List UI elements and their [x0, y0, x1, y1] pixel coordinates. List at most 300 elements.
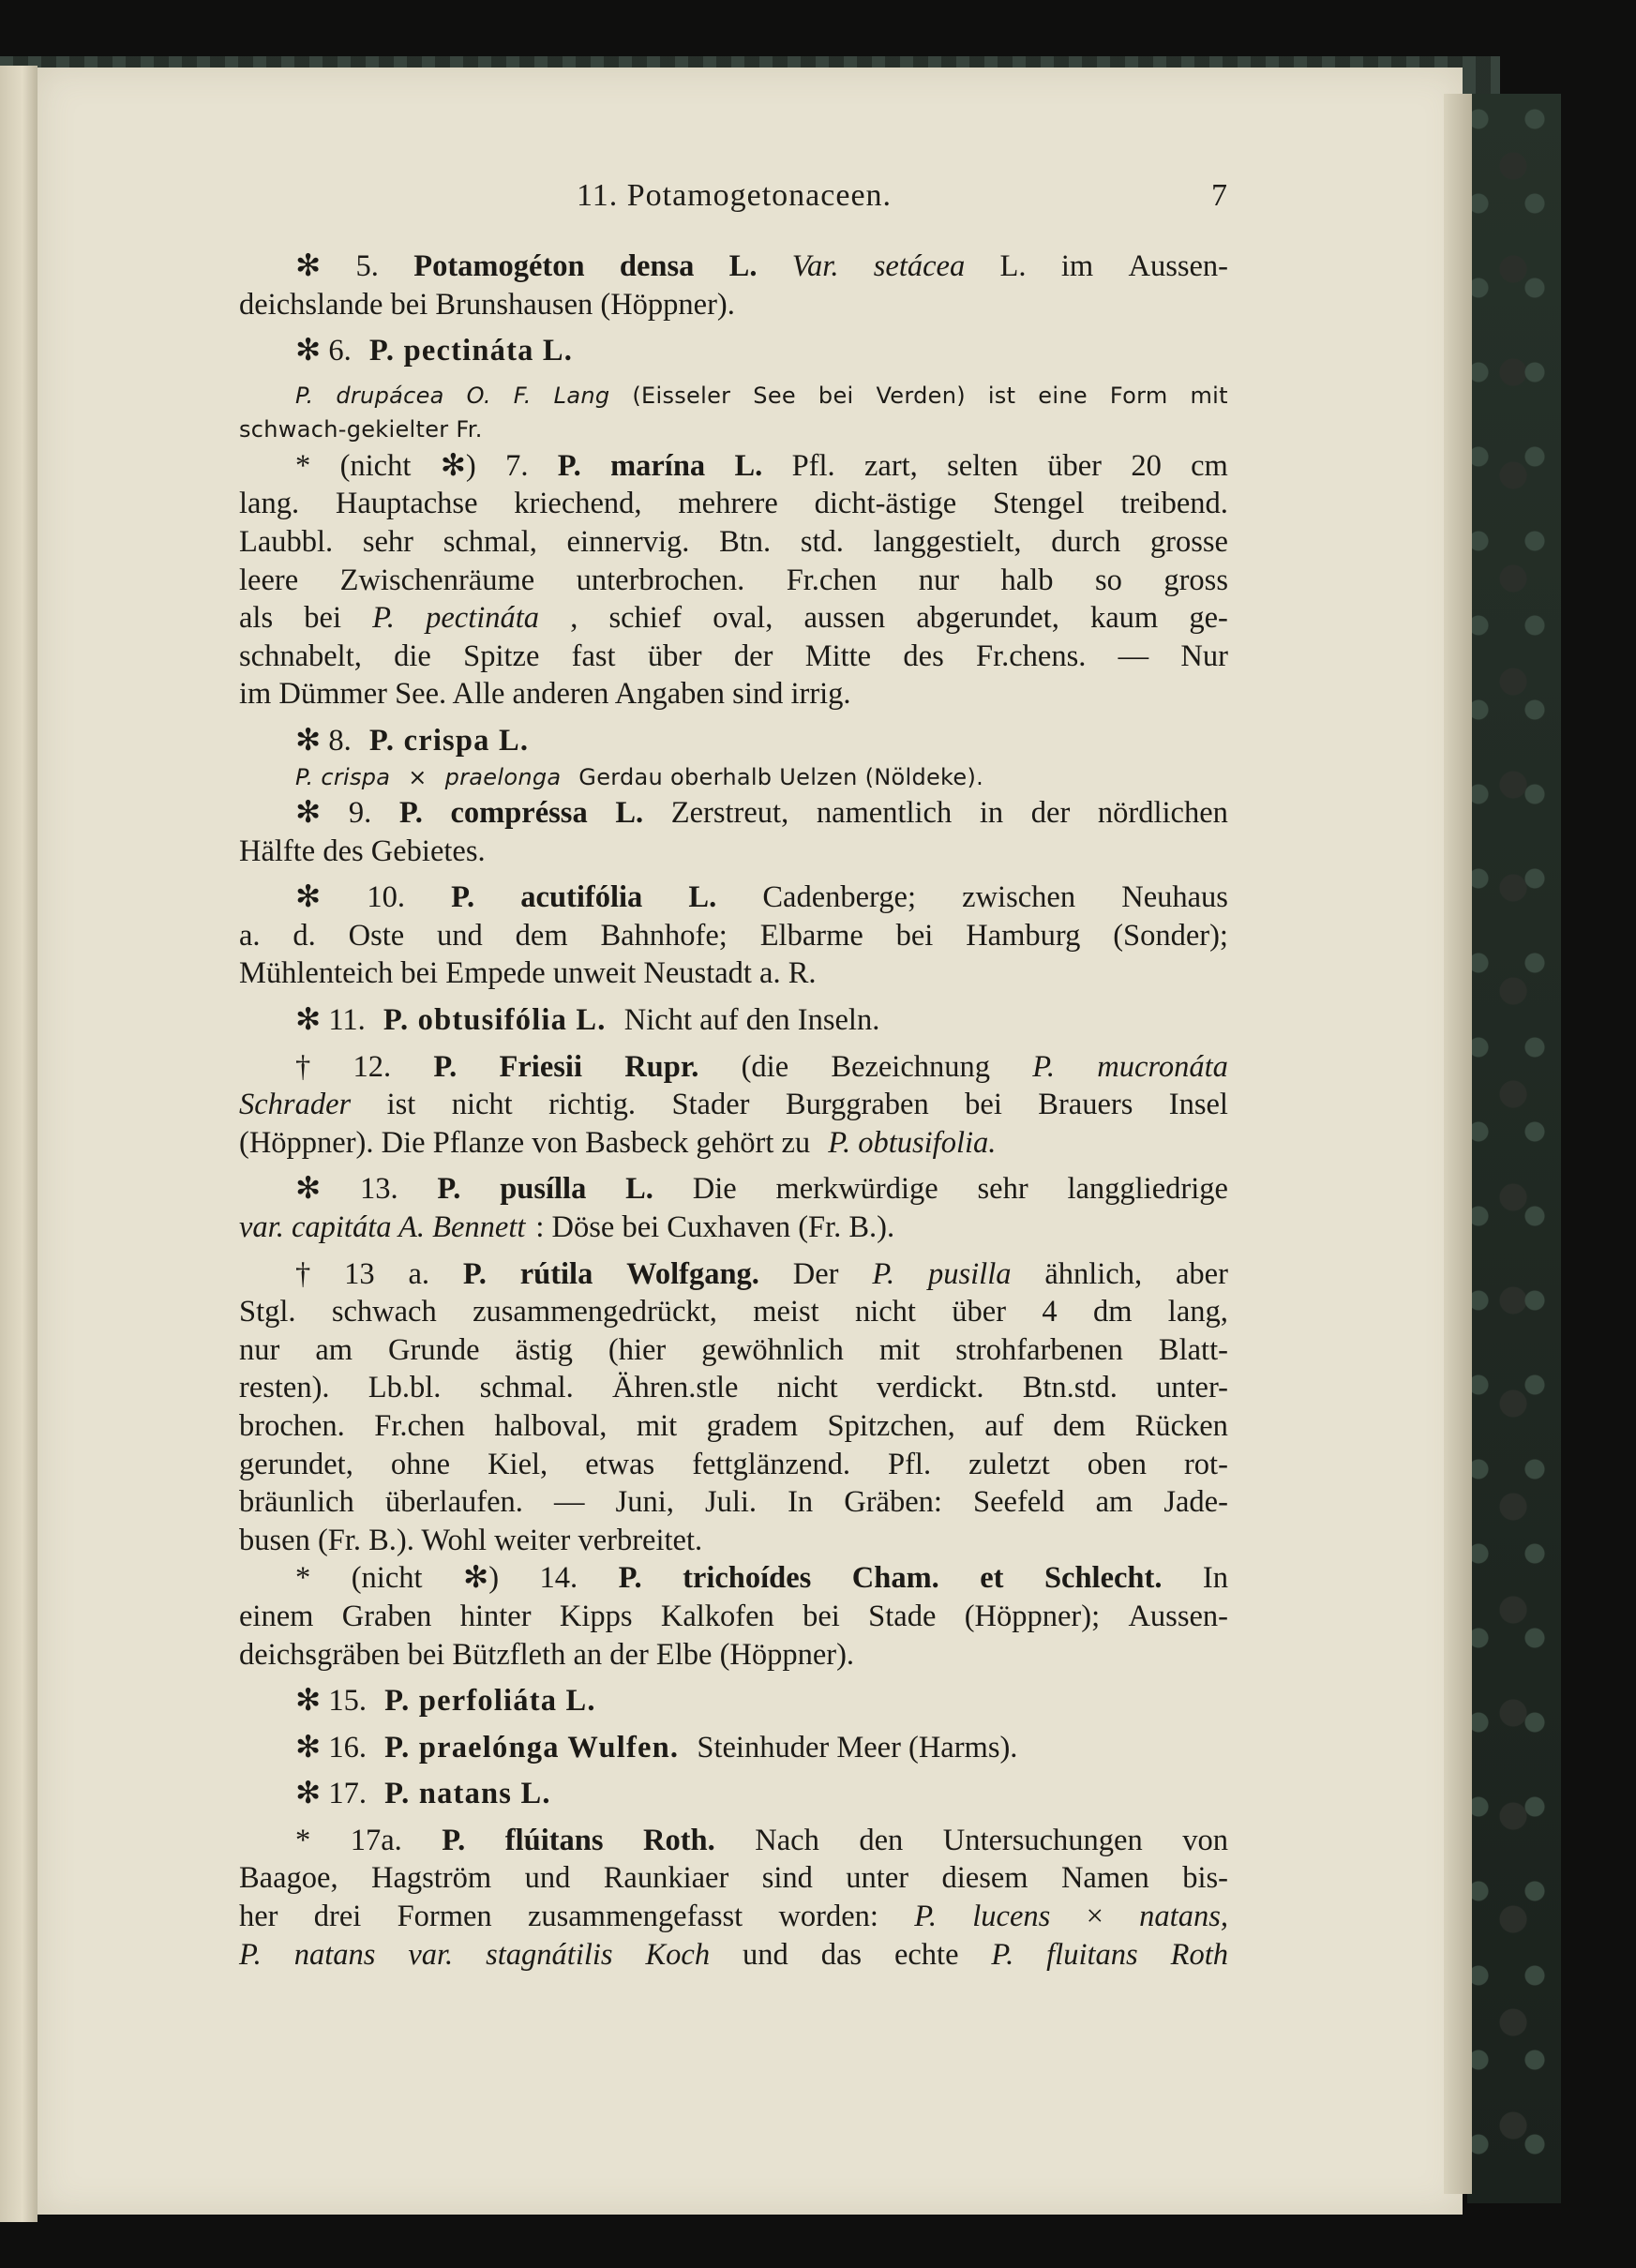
- text-word: Kiel,: [488, 1447, 548, 1481]
- italic-term: P.: [872, 1256, 895, 1291]
- text-line: [239, 1001, 1228, 1040]
- paragraph-gap: [239, 370, 1228, 379]
- taxon-name: P.: [618, 1561, 642, 1596]
- text-word: nicht: [854, 1295, 916, 1329]
- text-word: In: [788, 1485, 814, 1520]
- italic-term: P.: [372, 601, 395, 636]
- taxon-name: Rupr.: [624, 1049, 699, 1084]
- text-run: ✻ 15.: [295, 1684, 375, 1719]
- text-word: Cadenberge;: [762, 880, 917, 915]
- text-line: [239, 1559, 1228, 1598]
- text-word: zusammengedrückt,: [473, 1295, 717, 1329]
- text-word: (nicht: [351, 1561, 423, 1596]
- text-line: [239, 760, 1228, 795]
- text-line: [239, 1729, 1228, 1767]
- text-word: rot-: [1183, 1447, 1228, 1481]
- text-word: Nach: [755, 1823, 819, 1857]
- text-word: Graben: [341, 1599, 432, 1633]
- text-word: Ähren.stle: [612, 1371, 739, 1405]
- taxon-name: L.: [728, 249, 758, 283]
- taxon-name: P. pectináta L.: [368, 334, 574, 368]
- text-word: bei: [304, 601, 341, 636]
- taxon-name: P.: [462, 1256, 487, 1291]
- text-word: Juli.: [704, 1485, 758, 1520]
- text-word: oval,: [713, 601, 773, 636]
- text-word: Btn.: [719, 524, 772, 559]
- text-word: etwas: [585, 1447, 655, 1481]
- text-word: Baagoe,: [239, 1861, 338, 1896]
- taxon-name: L.: [734, 448, 763, 483]
- text-run: ✻ 8.: [295, 723, 359, 758]
- text-word: Fr.chen: [786, 563, 878, 597]
- italic-term: P.: [914, 1900, 937, 1934]
- italic-term: lucens: [972, 1900, 1051, 1934]
- paragraph-gap: [239, 1766, 1228, 1775]
- text-word: (Höppner);: [964, 1599, 1101, 1633]
- text-word: kriechend,: [514, 487, 642, 521]
- italic-term: Lang: [553, 382, 610, 409]
- text-word: schwach: [331, 1295, 437, 1329]
- text-word: Juni,: [615, 1485, 674, 1520]
- taxon-name: L.: [688, 880, 717, 915]
- text-word: L.: [999, 249, 1027, 283]
- text-word: verdickt.: [876, 1371, 984, 1405]
- text-word: 4: [1042, 1295, 1058, 1329]
- text-word: 13: [344, 1256, 375, 1291]
- paragraph-gap: [239, 323, 1228, 332]
- text-word: so: [1094, 563, 1122, 597]
- text-word: std.: [800, 524, 844, 559]
- text-word: Der: [792, 1256, 839, 1291]
- italic-term: var.: [408, 1937, 454, 1972]
- text-line: [239, 1682, 1228, 1720]
- text-word: einem: [239, 1599, 314, 1633]
- text-word: oben: [1087, 1447, 1147, 1481]
- text-word: Hagström: [370, 1861, 492, 1896]
- text-word: ähnlich,: [1044, 1256, 1143, 1291]
- text-word: mit: [1190, 382, 1228, 409]
- text-word: resten).: [239, 1371, 330, 1405]
- text-word: mit: [636, 1408, 678, 1443]
- text-word: am: [315, 1332, 353, 1367]
- text-word: fast: [571, 638, 616, 673]
- text-word: der: [1030, 796, 1071, 831]
- text-word: eine: [1038, 382, 1088, 409]
- italic-term: var. capitáta A. Bennett: [239, 1209, 526, 1244]
- text-word: mehrere: [678, 487, 778, 521]
- text-line: [239, 1369, 1228, 1407]
- text-word: Pfl.: [888, 1447, 932, 1481]
- text-word: diesem: [941, 1861, 1028, 1896]
- text-run: ✻ 6.: [295, 334, 359, 368]
- text-word: Grunde: [388, 1332, 480, 1367]
- text-word: 17a.: [350, 1823, 402, 1857]
- taxon-name: P. perfoliáta L.: [384, 1684, 596, 1719]
- text-word: Seefeld: [973, 1485, 1065, 1520]
- text-word: nicht: [451, 1088, 513, 1122]
- text-word: Raunkiaer: [603, 1861, 729, 1896]
- text-word: über: [1047, 448, 1102, 483]
- text-line: [239, 447, 1228, 486]
- text-line: [239, 413, 1228, 447]
- text-line: [239, 1255, 1228, 1294]
- text-word: a.: [239, 918, 261, 953]
- text-word: abgerundet,: [916, 601, 1059, 636]
- italic-term: Var.: [791, 249, 839, 283]
- text-word: Lb.bl.: [368, 1371, 442, 1405]
- text-run: ✻ 16.: [295, 1730, 375, 1765]
- text-line: [239, 286, 1228, 324]
- text-word: und: [524, 1861, 571, 1896]
- text-word: ge-: [1189, 601, 1228, 636]
- paragraph-gap: [239, 1247, 1228, 1255]
- left-page-edge: [0, 66, 38, 2222]
- text-word: Laubbl.: [239, 524, 334, 559]
- italic-term: P. crispa: [295, 763, 391, 790]
- text-word: cm: [1191, 448, 1228, 483]
- taxon-name: P. natans L.: [384, 1777, 551, 1811]
- taxon-name: Cham.: [851, 1561, 939, 1596]
- text-line: [239, 1209, 1228, 1247]
- text-line: [239, 1331, 1228, 1370]
- text-word: 20: [1131, 448, 1162, 483]
- text-run: ✻ 17.: [295, 1777, 375, 1811]
- text-word: grosse: [1149, 524, 1228, 559]
- taxon-name: rútila: [519, 1256, 593, 1291]
- text-word: schnabelt,: [239, 638, 362, 673]
- italic-term: Schrader: [239, 1088, 352, 1122]
- text-word: gross: [1163, 563, 1228, 597]
- text-word: einnervig.: [566, 524, 690, 559]
- paragraph-gap: [239, 993, 1228, 1001]
- text-word: unter-: [1156, 1371, 1228, 1405]
- text-word: ist: [987, 382, 1016, 409]
- text-word: Zwischenräume: [339, 563, 535, 597]
- text-word: Fr.chen: [374, 1408, 465, 1443]
- text-word: als: [239, 601, 274, 636]
- text-line: [239, 379, 1228, 413]
- text-word: Stader: [671, 1088, 750, 1122]
- text-word: Untersuchungen: [942, 1823, 1143, 1857]
- text-word: ✻): [440, 448, 476, 483]
- text-word: Spitze: [463, 638, 540, 673]
- text-word: unterbrochen.: [576, 563, 745, 597]
- text-word: das: [820, 1937, 863, 1972]
- text-run: ×: [400, 763, 435, 790]
- italic-term: P.: [1032, 1049, 1056, 1084]
- text-word: Pfl.: [791, 448, 835, 483]
- text-line: [239, 332, 1228, 370]
- text-word: schmal,: [443, 524, 537, 559]
- text-word: unter: [846, 1861, 909, 1896]
- italic-term: mucronáta: [1097, 1049, 1228, 1084]
- text-word: sehr: [977, 1172, 1028, 1207]
- text-word: bis-: [1182, 1861, 1228, 1896]
- text-word: meist: [753, 1295, 819, 1329]
- text-word: bei: [895, 918, 934, 953]
- taxon-name: L.: [625, 1172, 653, 1207]
- text-line: [239, 1086, 1228, 1124]
- italic-term: fluitans: [1046, 1937, 1138, 1972]
- text-word: dicht-ästige: [814, 487, 957, 521]
- text-word: nicht: [776, 1371, 838, 1405]
- text-word: zuletzt: [968, 1447, 1050, 1481]
- taxon-name: acutifólia: [520, 880, 643, 915]
- text-run: : Döse bei Cuxhaven (Fr. B.).: [535, 1209, 895, 1244]
- text-word: der: [733, 638, 773, 673]
- text-word: Stgl.: [239, 1295, 296, 1329]
- text-line: [239, 485, 1228, 523]
- text-word: 12.: [353, 1049, 392, 1084]
- text-word: Bahnhofe;: [600, 918, 728, 953]
- taxon-name: Friesii: [499, 1049, 582, 1084]
- text-word: sehr: [362, 524, 414, 559]
- text-line: [239, 1483, 1228, 1522]
- taxon-name: P.: [557, 448, 581, 483]
- text-word: langgestielt,: [873, 524, 1022, 559]
- taxon-name: pusílla: [500, 1172, 587, 1207]
- text-word: in: [979, 796, 1004, 831]
- text-word: lang,: [1167, 1295, 1228, 1329]
- text-word: des: [903, 638, 944, 673]
- text-word: —: [553, 1485, 585, 1520]
- text-word: nur: [918, 563, 960, 597]
- text-word: Nur: [1180, 638, 1228, 673]
- text-word: ist: [386, 1088, 416, 1122]
- text-run: Hälfte des Gebietes.: [239, 834, 486, 868]
- text-word: namentlich: [816, 796, 953, 831]
- paragraph-gap: [239, 1040, 1228, 1048]
- text-word: am: [1095, 1485, 1133, 1520]
- text-word: (die: [741, 1049, 789, 1084]
- text-line: [239, 675, 1228, 713]
- taxon-name: et: [980, 1561, 1004, 1596]
- text-word: *: [295, 1823, 311, 1857]
- paragraph-gap: [239, 713, 1228, 722]
- text-run: Gerdau oberhalb Uelzen (Nöldeke).: [571, 763, 984, 790]
- text-word: die: [394, 638, 431, 673]
- text-run: deichsgräben bei Bützfleth an der Elbe (Höppner).: [239, 1637, 855, 1672]
- text-word: Kipps: [559, 1599, 633, 1633]
- italic-term: praelonga: [444, 763, 562, 790]
- text-word: Zerstreut,: [670, 796, 789, 831]
- italic-term: Roth: [1170, 1937, 1228, 1972]
- text-word: langgliedrige: [1067, 1172, 1228, 1207]
- text-word: d.: [293, 918, 316, 953]
- text-word: *: [295, 448, 311, 483]
- text-run: busen (Fr. B.). Wohl weiter verbreitet.: [239, 1523, 703, 1557]
- text-word: richtig.: [548, 1088, 637, 1122]
- text-word: (hier: [608, 1332, 667, 1367]
- text-line: [239, 1446, 1228, 1484]
- paragraph-gap: [239, 1813, 1228, 1822]
- text-word: 7.: [505, 448, 529, 483]
- text-line: [239, 1124, 1228, 1163]
- text-word: ✻: [295, 249, 322, 283]
- text-run: Nicht auf den Inseln.: [616, 1003, 880, 1037]
- text-word: auf: [984, 1408, 1024, 1443]
- text-line: [239, 833, 1228, 871]
- text-word: im: [1060, 249, 1094, 283]
- text-word: gradem: [706, 1408, 799, 1443]
- text-line: [239, 722, 1228, 760]
- text-word: Rücken: [1134, 1408, 1228, 1443]
- taxon-name: P.: [433, 1049, 458, 1084]
- text-line: [239, 954, 1228, 993]
- text-word: Aussen-: [1128, 249, 1228, 283]
- text-word: Hamburg: [966, 918, 1081, 953]
- text-line: [239, 523, 1228, 562]
- text-word: *: [295, 1561, 311, 1596]
- text-word: 5.: [355, 249, 379, 283]
- text-word: (Eisseler: [632, 382, 731, 409]
- page-gutter-edge: [1444, 94, 1472, 2194]
- italic-term: pectináta: [426, 601, 540, 636]
- italic-term: stagnátilis: [486, 1937, 613, 1972]
- text-word: Verden): [876, 382, 966, 409]
- text-word: überlaufen.: [384, 1485, 523, 1520]
- taxon-name: P. praelónga Wulfen.: [384, 1730, 680, 1765]
- text-word: strohfarbenen: [955, 1332, 1123, 1367]
- text-run: (Höppner). Die Pflanze von Basbeck gehört zu: [239, 1125, 818, 1160]
- taxon-name: Roth.: [643, 1823, 715, 1857]
- text-word: Fr.chens.: [976, 638, 1087, 673]
- text-word: Mitte: [804, 638, 872, 673]
- text-line: [239, 1407, 1228, 1446]
- text-line: [239, 1636, 1228, 1675]
- running-title: 11. Potamogetonaceen.: [577, 178, 893, 213]
- text-line: [239, 562, 1228, 600]
- text-word: ✻: [295, 880, 322, 915]
- italic-term: natans: [293, 1937, 376, 1972]
- text-line: [239, 1522, 1228, 1560]
- taxon-name: Schlecht.: [1043, 1561, 1163, 1596]
- taxon-name: Wolfgang.: [626, 1256, 759, 1291]
- text-line: [239, 1598, 1228, 1636]
- text-word: Form: [1109, 382, 1168, 409]
- text-run: Steinhuder Meer (Harms).: [689, 1730, 1018, 1765]
- taxon-name: P. obtusifólia L.: [383, 1003, 607, 1037]
- text-word: durch: [1051, 524, 1121, 559]
- text-word: Insel: [1168, 1088, 1228, 1122]
- text-word: leere: [239, 563, 299, 597]
- text-line: [239, 1293, 1228, 1331]
- text-word: ohne: [390, 1447, 451, 1481]
- text-run: im Dümmer See. Alle anderen Angaben sind irrig.: [239, 677, 851, 712]
- text-word: merkwürdige: [775, 1172, 938, 1207]
- text-line: [239, 1048, 1228, 1087]
- text-word: 10.: [367, 880, 405, 915]
- text-word: nördlichen: [1097, 796, 1228, 831]
- text-word: Blatt-: [1158, 1332, 1228, 1367]
- taxon-name: P.: [437, 1172, 461, 1207]
- text-word: bei: [965, 1088, 1002, 1122]
- taxon-name: P.: [442, 1823, 466, 1857]
- text-word: über: [647, 638, 702, 673]
- marbled-cover: [1467, 94, 1561, 2203]
- taxon-name: P.: [398, 796, 423, 831]
- italic-term: Koch: [645, 1937, 711, 1972]
- text-word: gewöhnlich: [701, 1332, 844, 1367]
- text-word: worden:: [778, 1900, 878, 1934]
- text-word: Formen: [397, 1900, 492, 1934]
- italic-term: P.: [239, 1937, 262, 1972]
- text-word: fettglänzend.: [692, 1447, 850, 1481]
- text-word: zusammengefasst: [527, 1900, 743, 1934]
- text-word: kaum: [1089, 601, 1159, 636]
- text-word: Spitzchen,: [827, 1408, 955, 1443]
- text-word: ✻: [295, 1172, 322, 1207]
- text-word: Btn.std.: [1022, 1371, 1118, 1405]
- text-word: selten: [947, 448, 1018, 483]
- text-word: und: [743, 1937, 788, 1972]
- text-word: a.: [408, 1256, 429, 1291]
- text-line: [239, 794, 1228, 833]
- text-word: Gräben:: [844, 1485, 942, 1520]
- italic-term: F.: [513, 382, 532, 409]
- text-word: über: [952, 1295, 1007, 1329]
- text-word: Stengel: [993, 487, 1085, 521]
- taxon-name: marína: [610, 448, 706, 483]
- text-word: ✻): [463, 1561, 500, 1596]
- text-word: gerundet,: [239, 1447, 353, 1481]
- text-run: schwach-gekielter Fr.: [239, 416, 483, 443]
- text-line: [239, 248, 1228, 286]
- text-word: zwischen: [962, 880, 1076, 915]
- paragraph-gap: [239, 870, 1228, 879]
- text-word: †: [295, 1049, 311, 1084]
- text-line: [239, 1859, 1228, 1898]
- text-word: mit: [878, 1332, 921, 1367]
- text-word: ästig: [515, 1332, 573, 1367]
- text-line: [239, 1170, 1228, 1209]
- text-word: zart,: [863, 448, 918, 483]
- text-word: nur: [239, 1332, 280, 1367]
- text-line: [239, 599, 1228, 638]
- taxon-name: compréssa: [450, 796, 588, 831]
- italic-term: pusilla: [927, 1256, 1012, 1291]
- taxon-name: P. crispa L.: [368, 723, 530, 758]
- text-word: halb: [1000, 563, 1054, 597]
- paragraph-gap: [239, 1162, 1228, 1170]
- text-line: [239, 638, 1228, 676]
- italic-term: natans,: [1139, 1900, 1228, 1934]
- taxon-name: P.: [451, 880, 475, 915]
- text-word: ,: [570, 601, 578, 636]
- text-word: Oste: [348, 918, 405, 953]
- text-word: bei: [803, 1599, 840, 1633]
- taxon-name: flúitans: [504, 1823, 604, 1857]
- paragraph-gap: [239, 1720, 1228, 1729]
- text-word: sind: [761, 1861, 813, 1896]
- paragraph-gap: [239, 1674, 1228, 1682]
- italic-term: O.: [466, 382, 491, 409]
- text-word: †: [295, 1256, 311, 1291]
- taxon-name: densa: [619, 249, 695, 283]
- text-word: (nicht: [339, 448, 412, 483]
- text-word: Kalkofen: [660, 1599, 774, 1633]
- text-word: Bezeichnung: [831, 1049, 991, 1084]
- text-line: [239, 1898, 1228, 1936]
- text-word: drei: [313, 1900, 362, 1934]
- text-word: 9.: [348, 796, 372, 831]
- text-word: dm: [1092, 1295, 1133, 1329]
- text-line: [239, 879, 1228, 917]
- text-word: echte: [893, 1937, 959, 1972]
- text-word: bei: [818, 382, 854, 409]
- text-word: von: [1182, 1823, 1228, 1857]
- text-word: ✻: [295, 796, 322, 831]
